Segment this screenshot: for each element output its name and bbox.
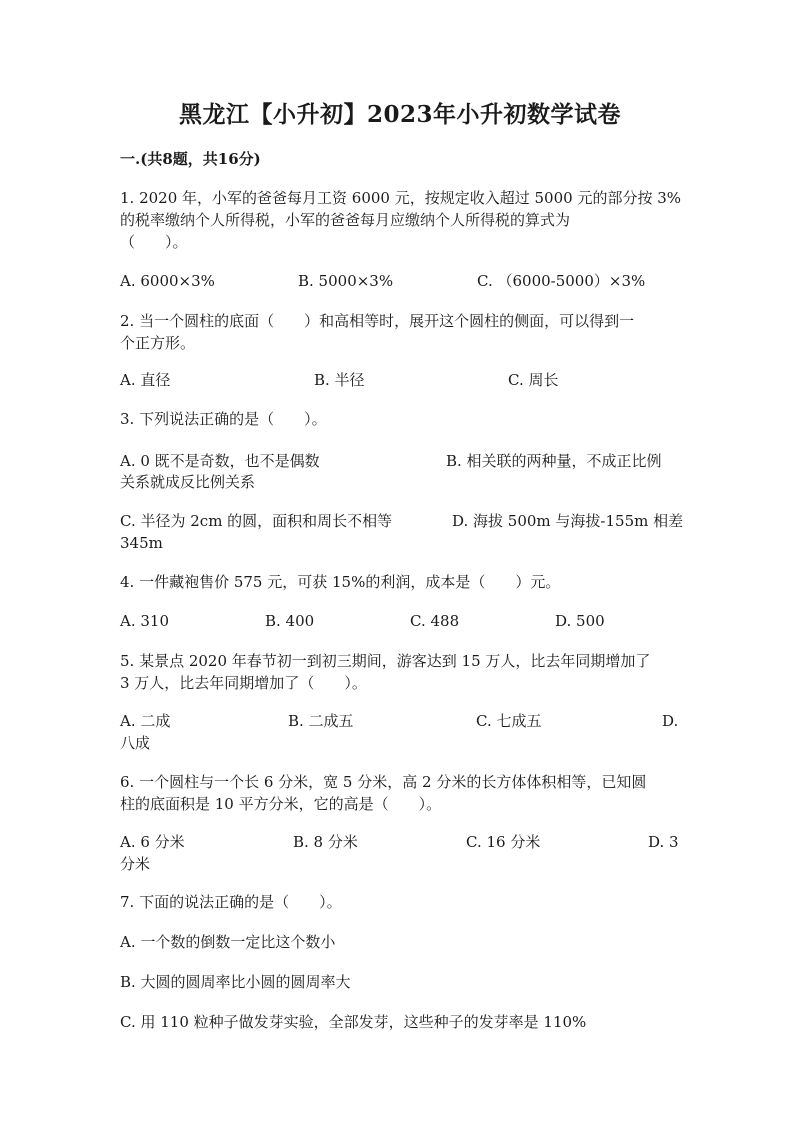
question-6-option-b: B. 8 分米 [293,833,358,851]
question-3-option-d-continued: 345m [120,534,163,552]
question-5-option-c: C. 七成五 [476,712,542,730]
question-7-option-b: B. 大圆的圆周率比小圆的圆周率大 [120,973,351,991]
question-2-option-b: B. 半径 [314,371,365,389]
question-5-option-d-continued: 八成 [120,734,151,752]
question-7-option-c: C. 用 110 粒种子做发芽实验，全部发芽，这些种子的发芽率是 110% [120,1013,587,1031]
question-6-option-d-continued: 分米 [120,855,151,873]
question-1-option-b: B. 5000×3% [298,272,394,290]
question-4-option-a: A. 310 [120,612,169,630]
question-6-text-line-2: 柱的底面积是 10 平方分米，它的高是（ ）。 [120,795,442,813]
question-5-option-b: B. 二成五 [288,712,354,730]
question-3-option-c: C. 半径为 2cm 的圆，面积和周长不相等 [120,512,393,530]
question-2-text-line-1: 2. 当一个圆柱的底面（ ）和高相等时，展开这个圆柱的侧面，可以得到一 [120,312,635,330]
question-6-text-line-1: 6. 一个圆柱与一个长 6 分米，宽 5 分米，高 2 分米的长方体体积相等，已知圆 [120,773,647,791]
question-2-option-a: A. 直径 [120,371,171,389]
question-4-option-b: B. 400 [265,612,315,630]
question-3-text-line-1: 3. 下列说法正确的是（ ）。 [120,410,327,428]
question-6-option-c: C. 16 分米 [466,833,541,851]
question-4-text-line-1: 4. 一件藏袍售价 575 元，可获 15%的利润，成本是（ ）元。 [120,573,561,591]
question-5-option-a: A. 二成 [120,712,171,730]
question-7-option-a: A. 一个数的倒数一定比这个数小 [120,933,336,951]
question-1-text-line-3: （ ）。 [120,233,188,251]
question-4-option-d: D. 500 [555,612,605,630]
question-6-option-d: D. 3 [648,833,679,851]
question-3-option-b: B. 相关联的两种量，不成正比例 [446,452,662,470]
question-1-option-c: C. （6000-5000）×3% [477,272,646,290]
question-3-option-a: A. 0 既不是奇数，也不是偶数 [120,452,320,470]
question-6-option-a: A. 6 分米 [120,833,185,851]
question-3-option-d: D. 海拔 500m 与海拔-155m 相差 [452,512,684,530]
question-2-option-c: C. 周长 [508,371,559,389]
question-1-text-line-1: 1. 2020 年，小军的爸爸每月工资 6000 元，按规定收入超过 5000 元的部分按 3% [120,189,682,207]
question-5-text-line-1: 5. 某景点 2020 年春节初一到初三期间，游客达到 15 万人，比去年同期增加了 [120,652,651,670]
question-2-text-line-2: 个正方形。 [120,334,196,352]
question-1-text-line-2: 的税率缴纳个人所得税，小军的爸爸每月应缴纳个人所得税的算式为 [120,211,571,229]
question-1-option-a: A. 6000×3% [120,272,215,290]
question-5-option-d: D. [662,712,679,730]
question-4-option-c: C. 488 [410,612,460,630]
section-header: 一.(共8题，共16分) [120,150,261,168]
question-7-text-line-1: 7. 下面的说法正确的是（ ）。 [120,893,342,911]
question-5-text-line-2: 3 万人，比去年同期增加了（ ）。 [120,674,367,692]
question-3-option-b-continued: 关系就成反比例关系 [120,473,256,491]
page-title: 黑龙江【小升初】2023年小升初数学试卷 [178,101,621,128]
